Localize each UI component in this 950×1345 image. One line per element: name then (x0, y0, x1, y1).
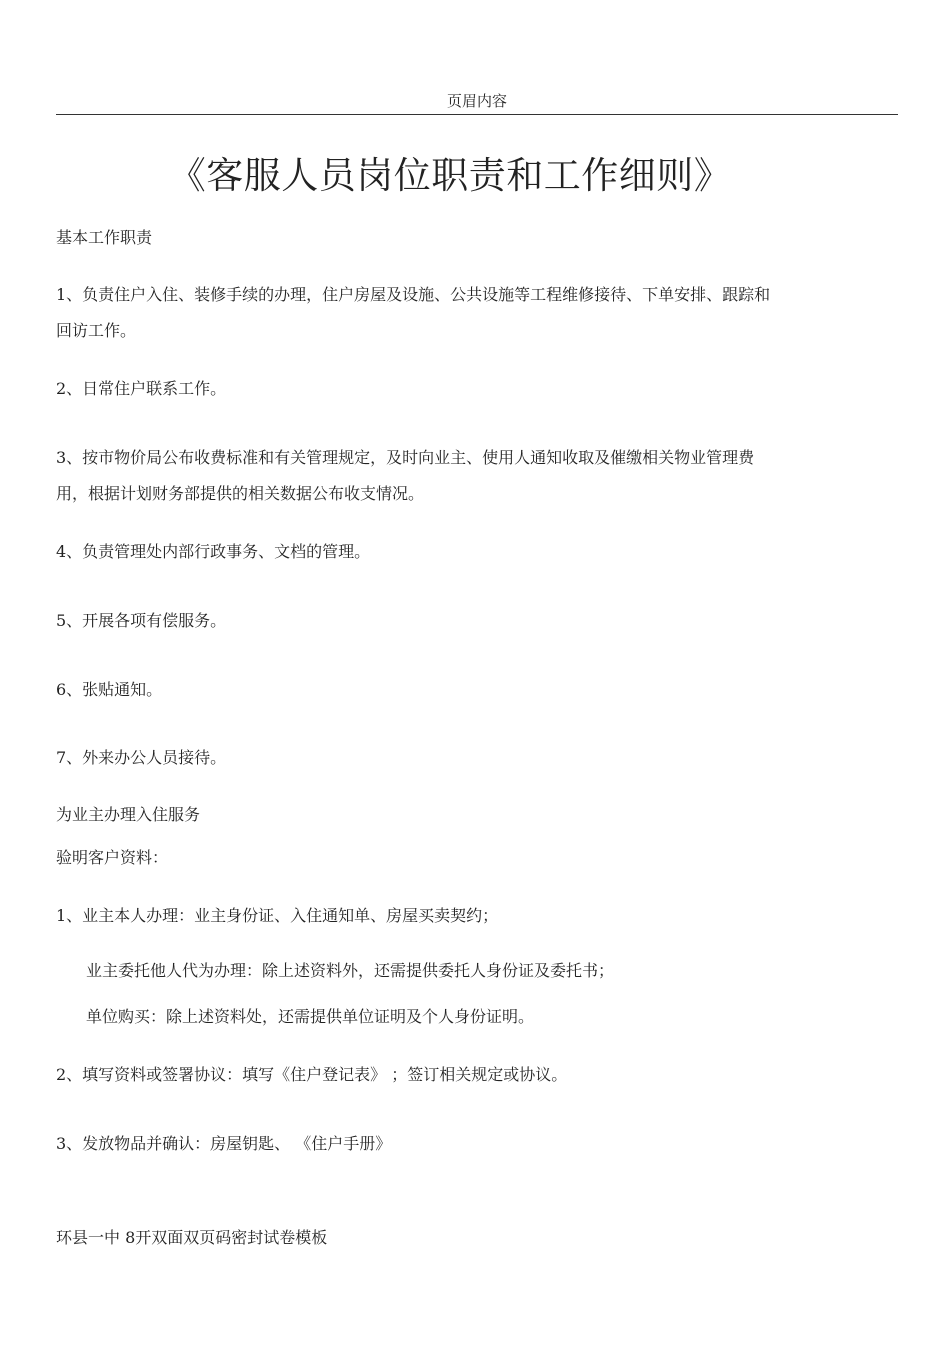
duty-item-1-line-1: 1、负责住户入住、装修手续的办理，住户房屋及设施、公共设施等工程维修接待、下单安排、跟踪和 (56, 285, 771, 304)
duty-item-5: 5、开展各项有偿服务。 (56, 611, 227, 630)
checkin-item-1: 1、业主本人办理：业主身份证、入住通知单、房屋买卖契约； (56, 906, 499, 925)
document-title: 《客服人员岗位职责和工作细则》 (168, 154, 732, 197)
page-header: 页眉内容 (56, 90, 898, 115)
section-subheading: 验明客户资料： (56, 848, 169, 867)
checkin-item-1-proxy: 业主委托他人代为办理：除上述资料外，还需提供委托人身份证及委托书； (86, 961, 615, 980)
duty-item-4: 4、负责管理处内部行政事务、文档的管理。 (56, 542, 371, 561)
checkin-item-3: 3、发放物品并确认：房屋钥匙、 《住户手册》 (56, 1134, 392, 1153)
duty-item-7: 7、外来办公人员接待。 (56, 748, 227, 767)
duty-item-1-line-2: 回访工作。 (56, 321, 137, 340)
duty-item-2: 2、日常住户联系工作。 (56, 379, 227, 398)
duty-item-3-line-2: 用，根据计划财务部提供的相关数据公布收支情况。 (56, 484, 425, 503)
duty-item-6: 6、张贴通知。 (56, 680, 163, 699)
section-heading: 为业主办理入住服务 (56, 805, 201, 824)
checkin-item-2: 2、填写资料或签署协议：填写《住户登记表》 ；签订相关规定或协议。 (56, 1065, 568, 1084)
duty-item-3-line-1: 3、按市物价局公布收费标准和有关管理规定，及时向业主、使用人通知收取及催缴相关物业管理费 (56, 448, 755, 467)
page-footer: 环县一中 8开双面双页码密封试卷模板 (56, 1228, 328, 1247)
section-heading: 基本工作职责 (56, 228, 153, 247)
checkin-item-1-unit: 单位购买：除上述资料处，还需提供单位证明及个人身份证明。 (86, 1007, 535, 1026)
